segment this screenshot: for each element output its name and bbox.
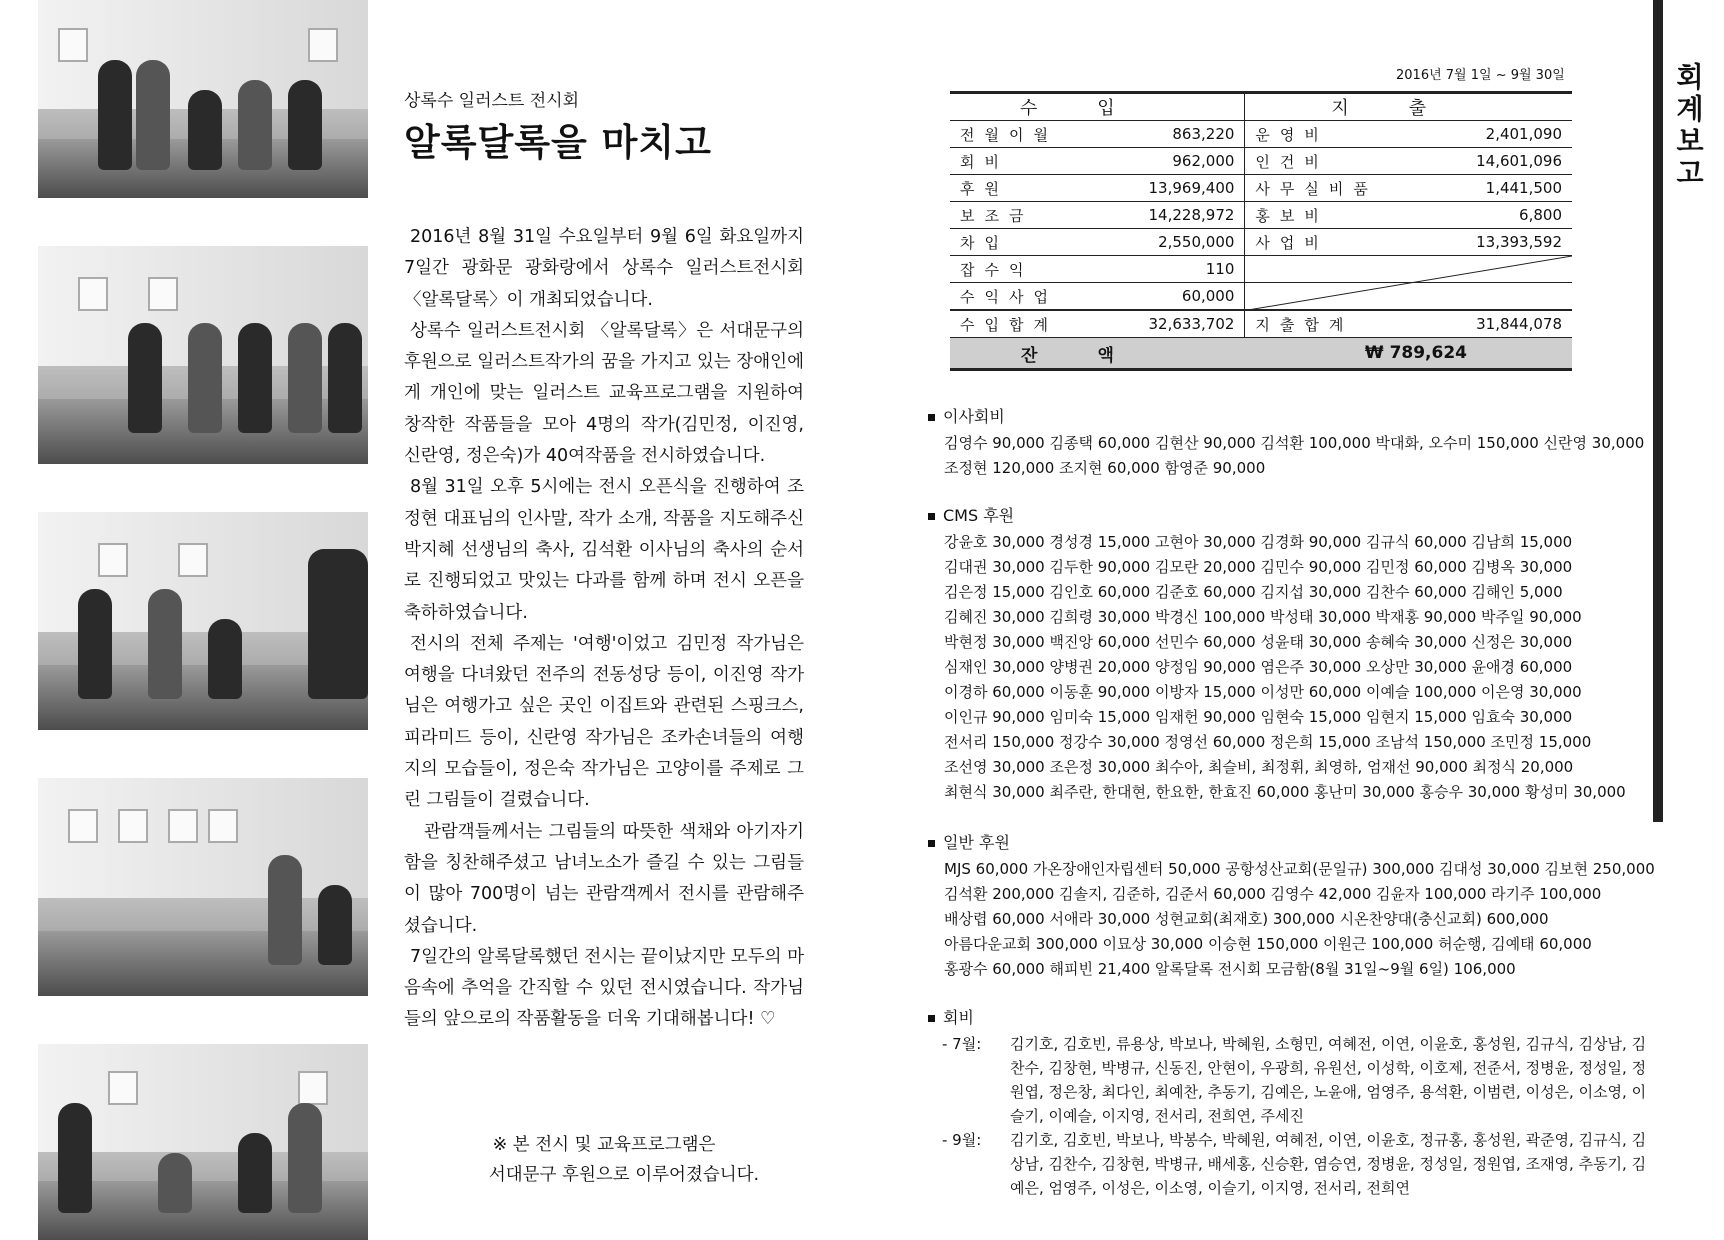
- income-value: 2,550,000: [1105, 229, 1245, 256]
- cms-line: 강윤호 30,000 경성경 15,000 고현아 30,000 김경화 90,000 김규식 60,000 김남희 15,000: [944, 533, 1573, 551]
- article-paragraph: 8월 31일 오후 5시에는 전시 오픈식을 진행하여 조정현 대표님의 인사말, 작가 소개, 작품을 지도해주신 박지혜 선생님의 축사, 김석환 이사님의 축사의 순서로 진행되었고 맛있는 다과를 함께 하며 전시 오픈을 축하하였습니다.: [404, 477, 804, 623]
- income-total-label: 수입합계: [950, 310, 1105, 338]
- article-body: [404, 222, 804, 1036]
- general-line: 김석환 200,000 김솔지, 김준하, 김준서 60,000 김영수 42,000 김윤자 100,000 라기주 100,000: [944, 885, 1602, 903]
- income-header: 수입: [950, 93, 1245, 121]
- balance-value: ₩ 789,624: [1245, 338, 1572, 370]
- income-value: 60,000: [1105, 283, 1245, 311]
- finance-row: [950, 229, 1572, 256]
- sponsor-note: [404, 1130, 804, 1190]
- member-names: 김기호, 김호빈, 박보나, 박봉수, 박혜원, 여혜전, 이연, 이윤호, 정규홍, 홍성원, 곽준영, 김규식, 김상남, 김찬수, 김창현, 박병규, 배세홍, 신승환, 염승연, 정병윤, 정성일, 정원엽, 조재영, 추동기, 김예은, 엄영주, 이성은, 이소영, 이슬기, 이지영, 전서리, 전희연: [1010, 1131, 1647, 1197]
- finance-row: [950, 121, 1572, 148]
- income-label: 회비: [950, 148, 1105, 175]
- income-label: 차입: [950, 229, 1105, 256]
- expense-label: [1245, 256, 1433, 283]
- cms-line: 김은정 15,000 김인호 60,000 김준호 60,000 김지섭 30,000 김찬수 60,000 김해인 5,000: [944, 583, 1563, 601]
- sponsor-note-line1: ※ 본 전시 및 교육프로그램은: [492, 1135, 716, 1155]
- sponsor-note-line2: 서대문구 후원으로 이루어졌습니다.: [488, 1165, 760, 1185]
- member-month: - 9월:: [942, 1131, 982, 1149]
- cms-line: 박현정 30,000 백진앙 60,000 선민수 60,000 성윤태 30,000 송혜숙 30,000 신정은 30,000: [944, 633, 1573, 651]
- income-value: 962,000: [1105, 148, 1245, 175]
- expense-label: 사무실비품: [1245, 175, 1433, 202]
- cms-line: 이경하 60,000 이동훈 90,000 이방자 15,000 이성만 60,000 이예슬 100,000 이은영 30,000: [944, 683, 1582, 701]
- expense-label: [1245, 283, 1433, 311]
- photo-gallery-hall: [38, 1044, 368, 1240]
- member-row: [928, 1032, 1648, 1128]
- expense-value: [1433, 256, 1572, 283]
- finance-row: [950, 148, 1572, 175]
- general-line: MJS 60,000 가온장애인자립센터 50,000 공항성산교회(문일규) 300,000 김대성 30,000 김보현 250,000: [944, 860, 1655, 878]
- cms-line: 전서리 150,000 정강수 30,000 정영선 60,000 정은희 15,000 조남석 150,000 조민정 15,000: [944, 733, 1592, 751]
- general-line: 아름다운교회 300,000 이묘상 30,000 이승현 150,000 이원근 100,000 허순행, 김예태 60,000: [944, 935, 1592, 953]
- cms-line: 심재인 30,000 양병권 20,000 양정임 90,000 염은주 30,000 오상만 30,000 윤애경 60,000: [944, 658, 1573, 676]
- expense-label: 인건비: [1245, 148, 1433, 175]
- photo-reception: [38, 512, 368, 730]
- members-title: 회비: [943, 1008, 974, 1027]
- expense-value: 14,601,096: [1433, 148, 1572, 175]
- expense-total-label: 지출합계: [1245, 310, 1433, 338]
- bullet-square-icon: [928, 513, 935, 520]
- directors-section: [928, 404, 1648, 481]
- expense-label: 운영비: [1245, 121, 1433, 148]
- cms-line: 이인규 90,000 임미숙 15,000 임재헌 90,000 임현숙 15,000 임현지 15,000 임효숙 30,000: [944, 708, 1573, 726]
- expense-value: [1433, 283, 1572, 311]
- cms-section: [928, 503, 1648, 805]
- sidebar-title: 회계보고: [1672, 62, 1705, 190]
- bullet-square-icon: [928, 1015, 935, 1022]
- cms-line: 최현식 30,000 최주란, 한대현, 한요한, 한효진 60,000 홍난미 30,000 홍승우 30,000 황성미 30,000: [944, 783, 1626, 801]
- article-paragraph: 7일간의 알록달록했던 전시는 끝이났지만 모두의 마음속에 추억을 간직할 수 있던 전시였습니다. 작가님들의 앞으로의 작품활동을 더욱 기대해봅니다! ♡: [404, 946, 804, 1030]
- finance-row: [950, 175, 1572, 202]
- general-title: 일반 후원: [943, 833, 1010, 852]
- expense-value: 2,401,090: [1433, 121, 1572, 148]
- article-paragraph: 전시의 전체 주제는 '여행'이었고 김민정 작가님은 여행을 다녀왔던 전주의 전동성당 등이, 이진영 작가님은 여행가고 싶은 곳인 이집트와 관련된 스핑크스, 피라미드 등이, 신란영 작가님은 조카손녀들의 여행지의 모습들이, 정은숙 작가님은 고양이를 주제로 그린 그림들이 걸렸습니다.: [404, 633, 804, 811]
- finance-table: [950, 91, 1572, 371]
- income-value: 13,969,400: [1105, 175, 1245, 202]
- sidebar-bar: [1653, 0, 1663, 822]
- bullet-square-icon: [928, 414, 935, 421]
- general-line: 배상렵 60,000 서애라 30,000 성현교회(최재호) 300,000 시온찬양대(충신교회) 600,000: [944, 910, 1549, 928]
- income-total-value: 32,633,702: [1105, 310, 1245, 338]
- income-label: 후원: [950, 175, 1105, 202]
- cms-title: CMS 후원: [943, 506, 1015, 525]
- income-label: 보조금: [950, 202, 1105, 229]
- income-label: 전월이월: [950, 121, 1105, 148]
- member-row: [928, 1128, 1648, 1200]
- income-value: 863,220: [1105, 121, 1245, 148]
- general-section: [928, 830, 1655, 982]
- general-line: 홍광수 60,000 해피빈 21,400 알록달록 전시회 모금함(8월 31일~9월 6일) 106,000: [944, 960, 1516, 978]
- income-label: 수익사업: [950, 283, 1105, 311]
- cms-line: 조선영 30,000 조은정 30,000 최수아, 최슬비, 최정휘, 최영하, 엄재선 90,000 최정식 20,000: [944, 758, 1574, 776]
- directors-line: 김영수 90,000 김종택 60,000 김현산 90,000 김석환 100,000 박대화, 오수미 150,000 신란영 30,000: [944, 434, 1645, 452]
- cms-line: 김혜진 30,000 김희령 30,000 박경신 100,000 박성태 30,000 박재홍 90,000 박주일 90,000: [944, 608, 1582, 626]
- member-month: - 7월:: [942, 1035, 982, 1053]
- expense-total-value: 31,844,078: [1433, 310, 1572, 338]
- article-subtitle: 상록수 일러스트 전시회: [404, 91, 580, 111]
- photo-gallery-visitors: [38, 778, 368, 996]
- expense-header: 지출: [1245, 93, 1572, 121]
- members-section: [928, 1005, 1648, 1200]
- income-value: 110: [1105, 256, 1245, 283]
- directors-line: 조정현 120,000 조지현 60,000 함영준 90,000: [944, 459, 1266, 477]
- expense-label: 홍보비: [1245, 202, 1433, 229]
- photo-opening: [38, 246, 368, 464]
- article-title: 알록달록을 마치고: [404, 121, 712, 164]
- article-paragraph: 상록수 일러스트전시회 〈알록달록〉은 서대문구의 후원으로 일러스트작가의 꿈을 가지고 있는 장애인에게 개인에 맞는 일러스트 교육프로그램을 지원하여 창작한 작품들을 모아 4명의 작가(김민정, 이진영, 신란영, 정은숙)가 40여작품을 전시하였습니다.: [404, 320, 804, 467]
- finance-row: [950, 202, 1572, 229]
- bullet-square-icon: [928, 840, 935, 847]
- photo-group: [38, 0, 368, 198]
- income-value: 14,228,972: [1105, 202, 1245, 229]
- member-names: 김기호, 김호빈, 류용상, 박보나, 박혜원, 소형민, 여혜전, 이연, 이윤호, 홍성원, 김규식, 김상남, 김찬수, 김창현, 박병규, 신동진, 안현이, 우광희, 유원선, 이성학, 이호제, 전준서, 정병윤, 정성일, 정원엽, 정은창, 최다인, 최예찬, 추동기, 김예은, 노윤애, 엄영주, 용석환, 이범련, 이성은, 이소영, 이슬기, 이예슬, 이지영, 전서리, 전희연, 주세진: [1010, 1035, 1647, 1125]
- finance-row: [950, 256, 1572, 283]
- expense-value: 6,800: [1433, 202, 1572, 229]
- expense-value: 13,393,592: [1433, 229, 1572, 256]
- income-label: 잡수익: [950, 256, 1105, 283]
- expense-value: 1,441,500: [1433, 175, 1572, 202]
- balance-label: 잔액: [950, 338, 1245, 370]
- expense-label: 사업비: [1245, 229, 1433, 256]
- article-paragraph: 2016년 8월 31일 수요일부터 9월 6일 화요일까지 7일간 광화문 광화랑에서 상록수 일러스트전시회 〈알록달록〉이 개최되었습니다.: [404, 227, 804, 310]
- cms-line: 김대권 30,000 김두한 90,000 김모란 20,000 김민수 90,000 김민정 60,000 김병옥 30,000: [944, 558, 1573, 576]
- directors-title: 이사회비: [943, 407, 1005, 426]
- report-period: 2016년 7월 1일 ~ 9월 30일: [1396, 68, 1565, 83]
- finance-row: [950, 283, 1572, 311]
- article-paragraph: 관람객들께서는 그림들의 따뜻한 색채와 아기자기함을 칭찬해주셨고 남녀노소가 즐길 수 있는 그림들이 많아 700명이 넘는 관람객께서 전시를 관람해주셨습니다.: [404, 821, 804, 936]
